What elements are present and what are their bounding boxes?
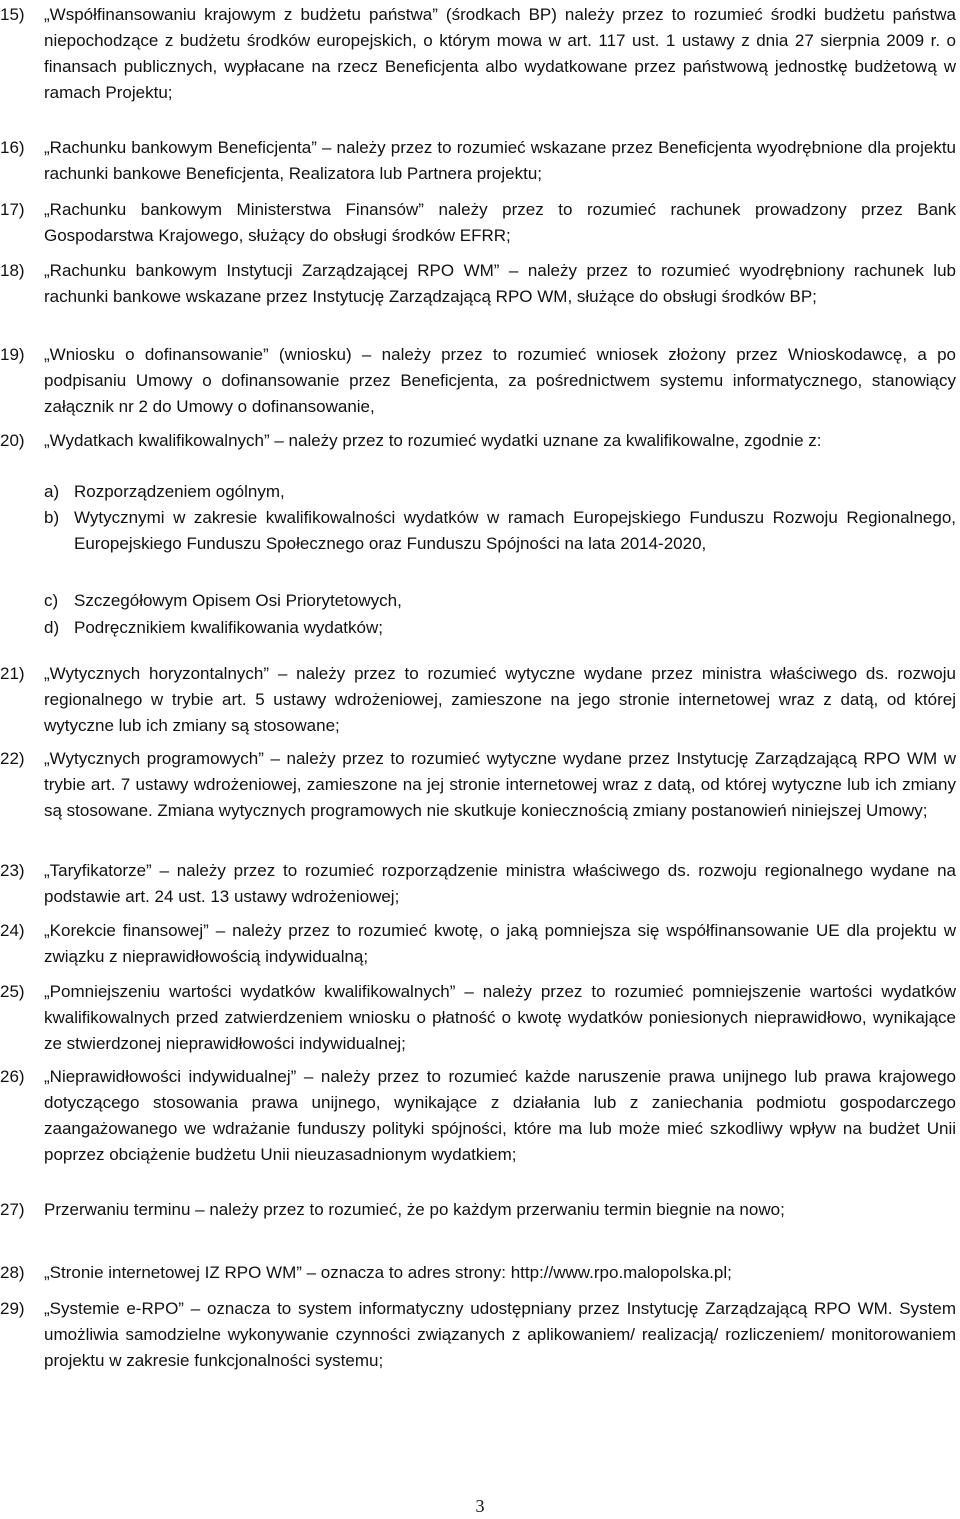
sub-item [44,588,956,614]
item-text: „Współfinansowaniu krajowym z budżetu państwa” (środkach BP) należy przez to rozumieć środki budżetu państwa niepochodzące z budżetu środków europejskich, o którym mowa w art. 117 ust. 1 ustawy z dnia 27 sierpnia 2009 r. o finansach publicznych, wypłacane na rzecz Beneficjenta albo wydatkowane przez państwową jednostkę budżetową w ramach Projektu; [44,5,956,102]
item-number: 20) [0,431,25,450]
sub-item-text: Rozporządzeniem ogólnym, [74,482,285,501]
definition-item [0,918,960,970]
item-number: 22) [0,749,25,768]
sub-item-text: Podręcznikiem kwalifikowania wydatków; [74,618,383,637]
definition-item [0,661,960,739]
sub-item-label: b) [44,508,60,527]
item-text: „Rachunku bankowym Ministerstwa Finansów” należy przez to rozumieć rachunek prowadzony przez Bank Gospodarstwa Krajowego, służący do obsługi środków EFRR; [44,200,956,245]
definition-item [0,1296,960,1374]
item-text: „Stronie internetowej IZ RPO WM” – oznacza to adres strony: http://www.rpo.malopolska.pl; [44,1263,732,1282]
sub-item-label: d) [44,618,60,637]
item-number: 28) [0,1263,25,1282]
item-number: 25) [0,982,25,1001]
item-number: 29) [0,1299,25,1318]
definition-item [0,428,960,454]
item-number: 21) [0,664,25,683]
definition-item [0,258,960,310]
page-number: 3 [475,1496,485,1516]
sub-item-text: Szczegółowym Opisem Osi Priorytetowych, [74,591,402,610]
item-text: „Rachunku bankowym Instytucji Zarządzającej RPO WM” – należy przez to rozumieć wyodrębniony rachunek lub rachunki bankowe wskazane przez Instytucję Zarządzającą RPO WM, służące do obsługi środków BP; [44,261,956,306]
definition-item [0,979,960,1057]
item-text: „Korekcie finansowej” – należy przez to rozumieć kwotę, o jaką pomniejsza się współfinansowanie UE dla projektu w związku z nieprawidłowością indywidualną; [44,921,956,966]
sub-item [44,615,956,641]
sub-item-label: a) [44,482,60,501]
definition-item [0,1064,960,1168]
item-text: „Systemie e-RPO” – oznacza to system informatyczny udostępniany przez Instytucję Zarządzającą RPO WM. System umożliwia samodzielne wykonywanie czynności związanych z aplikowaniem/ realizacją/ rozliczeniem/ monitorowaniem projektu w zakresie funkcjonalności systemu; [44,1299,956,1370]
definition-item [0,858,960,910]
definition-item [0,1197,960,1223]
item-number: 23) [0,861,25,880]
item-number: 26) [0,1067,25,1086]
definition-item [0,135,960,187]
definition-item [0,2,960,106]
definition-item [0,197,960,249]
item-text: Przerwaniu terminu – należy przez to rozumieć, że po każdym przerwaniu termin biegnie na nowo; [44,1200,785,1219]
item-number: 15) [0,5,25,24]
item-number: 16) [0,138,25,157]
item-text: „Rachunku bankowym Beneficjenta” – należy przez to rozumieć wskazane przez Beneficjenta wyodrębnione dla projektu rachunki bankowe Beneficjenta, Realizatora lub Partnera projektu; [44,138,956,183]
definition-item [0,746,960,824]
definition-item [0,1260,960,1286]
item-number: 17) [0,200,25,219]
item-number: 19) [0,345,25,364]
sub-item-label: c) [44,591,59,610]
item-text: „Wydatkach kwalifikowalnych” – należy przez to rozumieć wydatki uznane za kwalifikowalne, zgodnie z: [44,431,822,450]
definition-item [0,342,960,420]
item-text: „Nieprawidłowości indywidualnej” – należy przez to rozumieć każde naruszenie prawa unijnego lub prawa krajowego dotyczącego stosowania prawa unijnego, wynikające z działania lub z zaniechania podmiotu gospodarczego zaangażowanego we wdrażanie funduszy polityki spójności, które ma lub może mieć szkodliwy wpływ na budżet Unii poprzez obciążenie budżetu Unii nieuzasadnionym wydatkiem; [44,1067,956,1164]
item-text: „Pomniejszeniu wartości wydatków kwalifikowalnych” – należy przez to rozumieć pomniejszenie wartości wydatków kwalifikowalnych przed zatwierdzeniem wniosku o płatność o kwotę wydatków poniesionych nieprawidłowo, wynikające ze stwierdzonej nieprawidłowości indywidualnej; [44,982,956,1053]
item-number: 27) [0,1200,25,1219]
sub-item-text: Wytycznymi w zakresie kwalifikowalności wydatków w ramach Europejskiego Funduszu Rozwoju Regionalnego, Europejskiego Funduszu Społecznego oraz Funduszu Spójności na lata 2014-2020, [74,508,956,553]
item-text: „Taryfikatorze” – należy przez to rozumieć rozporządzenie ministra właściwego ds. rozwoju regionalnego wydane na podstawie art. 24 ust. 13 ustawy wdrożeniowej; [44,861,956,906]
item-text: „Wniosku o dofinansowanie” (wniosku) – należy przez to rozumieć wniosek złożony przez Wnioskodawcę, a po podpisaniu Umowy o dofinansowanie przez Beneficjenta, za pośrednictwem systemu informatycznego, stanowiący załącznik nr 2 do Umowy o dofinansowanie, [44,345,956,416]
sub-item [44,479,956,505]
item-text: „Wytycznych horyzontalnych” – należy przez to rozumieć wytyczne wydane przez ministra właściwego ds. rozwoju regionalnego w trybie art. 5 ustawy wdrożeniowej, zamieszone na jego stronie internetowej wraz z datą, od której wytyczne lub ich zmiany są stosowane; [44,664,956,735]
sub-item [44,505,956,557]
item-number: 18) [0,261,25,280]
item-text: „Wytycznych programowych” – należy przez to rozumieć wytyczne wydane przez Instytucję Zarządzającą RPO WM w trybie art. 7 ustawy wdrożeniowej, zamieszone na jej stronie internetowej wraz z datą, od której wytyczne lub ich zmiany są stosowane. Zmiana wytycznych programowych nie skutkuje koniecznością zmiany postanowień niniejszej Umowy; [44,749,956,820]
item-number: 24) [0,921,25,940]
